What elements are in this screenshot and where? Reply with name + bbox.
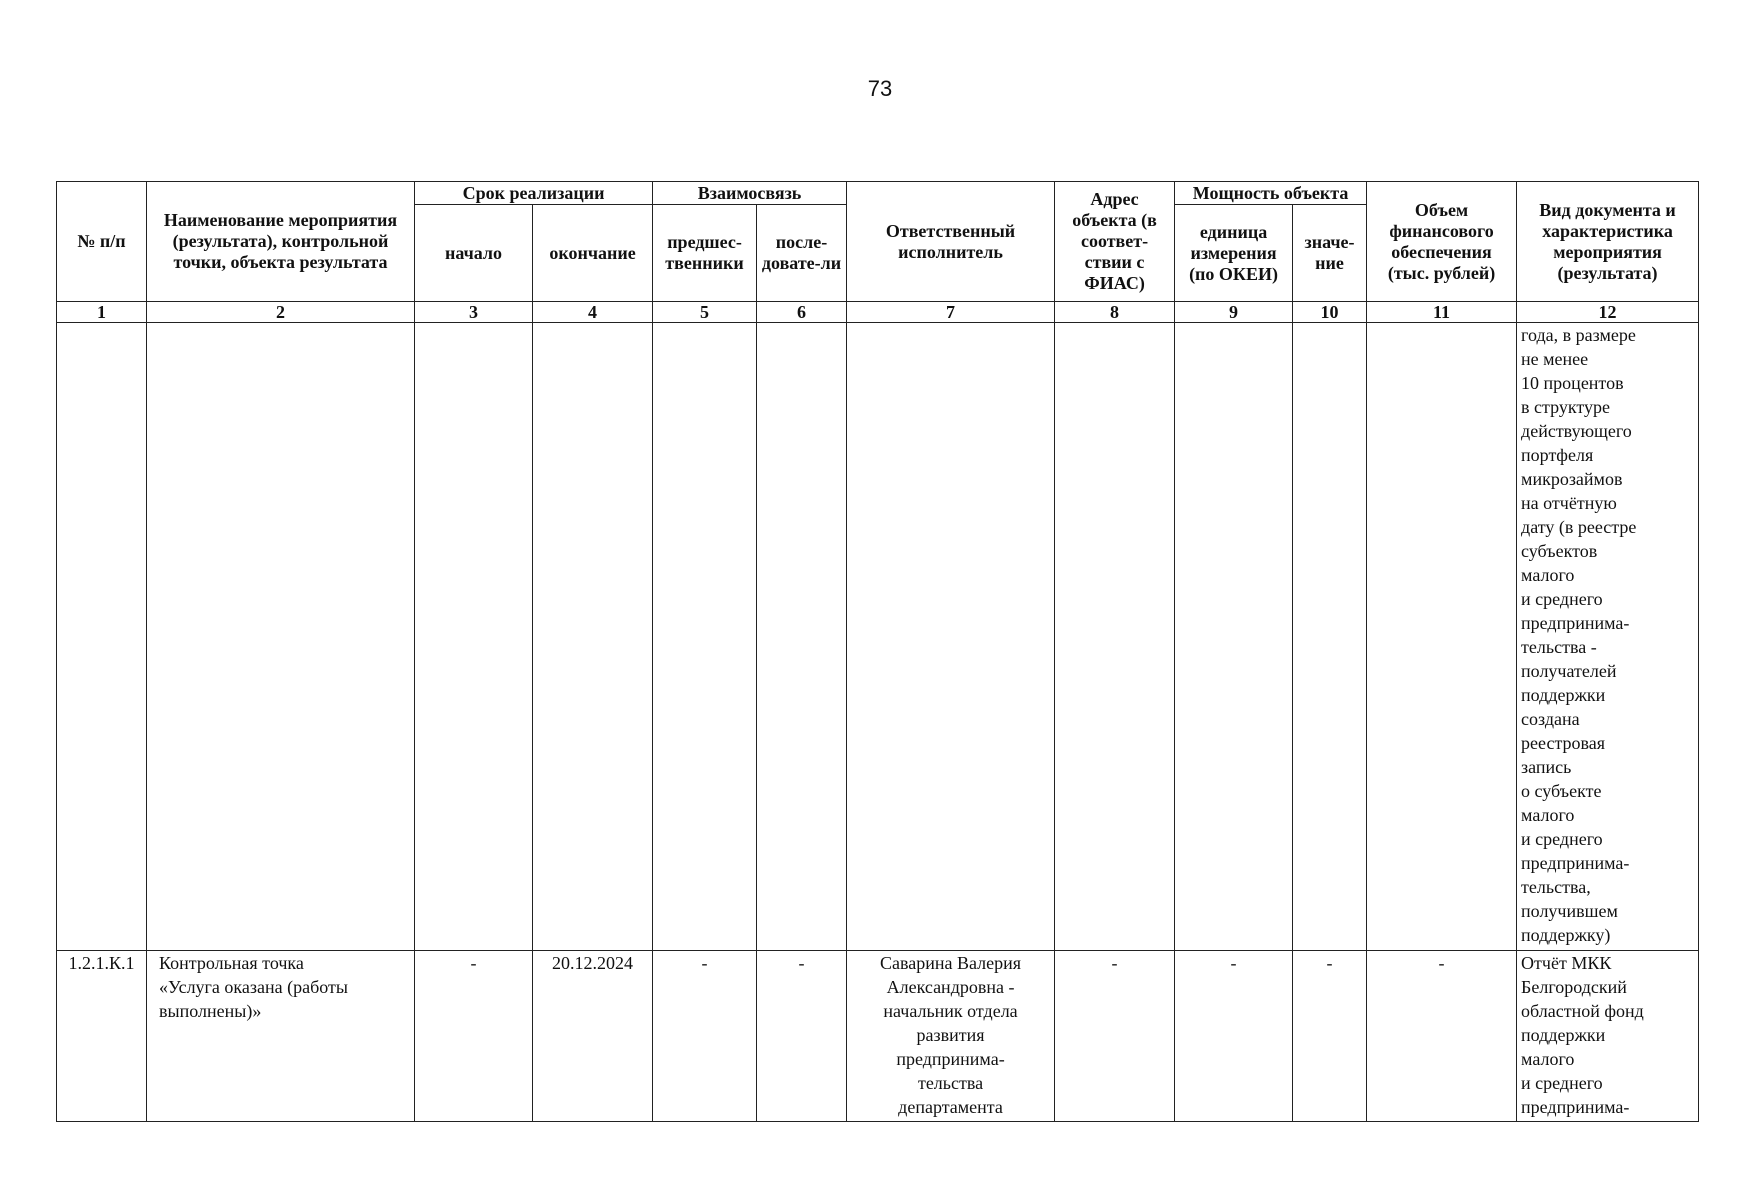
header-number: № п/п [57, 182, 147, 302]
continuation-line: создана [1521, 709, 1580, 729]
header-start: начало [415, 205, 533, 302]
continuation-line: портфеля [1521, 445, 1594, 465]
continuation-line: реестровая [1521, 733, 1606, 753]
row-finance: - [1367, 951, 1517, 1122]
column-number: 12 [1517, 302, 1699, 323]
header-successors: после-довате-ли [757, 205, 847, 302]
column-number: 2 [147, 302, 415, 323]
continuation-line: действующего [1521, 421, 1632, 441]
continuation-line: дату (в реестре [1521, 517, 1637, 537]
continuation-line: получателей [1521, 661, 1617, 681]
column-number: 4 [533, 302, 653, 323]
column-number: 7 [847, 302, 1055, 323]
continuation-line: субъектов [1521, 541, 1598, 561]
column-number: 10 [1293, 302, 1367, 323]
continuation-line: года, в размере [1521, 325, 1636, 345]
header-link: Взаимосвязь [653, 182, 847, 205]
continuation-line: предпринима- [1521, 613, 1630, 633]
row-end: 20.12.2024 [533, 951, 653, 1122]
continuation-line: в структуре [1521, 397, 1611, 417]
header-end: окончание [533, 205, 653, 302]
continuation-line: на отчётную [1521, 493, 1617, 513]
header-document: Вид документа и характеристика мероприятия (результата) [1517, 182, 1699, 302]
continuation-line: тельства, [1521, 877, 1591, 897]
continuation-line: малого [1521, 565, 1575, 585]
continuation-line: поддержку) [1521, 925, 1611, 945]
continuation-line: предпринима- [1521, 853, 1630, 873]
column-number: 9 [1175, 302, 1293, 323]
continuation-row [57, 323, 1699, 951]
continuation-line: получившем [1521, 901, 1618, 921]
row-document: Отчёт МКК Белгородский областной фонд поддержки малого и среднего предпринима- [1517, 951, 1699, 1122]
plan-table [56, 181, 1699, 1122]
continuation-line: 10 процентов [1521, 373, 1624, 393]
continuation-line: и среднего [1521, 589, 1603, 609]
continuation-line: запись [1521, 757, 1572, 777]
header-period: Срок реализации [415, 182, 653, 205]
row-successors: - [757, 951, 847, 1122]
table-row [57, 951, 1699, 1122]
row-name: Контрольная точка «Услуга оказана (работы выполнены)» [147, 951, 415, 1122]
row-start: - [415, 951, 533, 1122]
continuation-line: и среднего [1521, 829, 1603, 849]
column-number: 3 [415, 302, 533, 323]
column-number: 11 [1367, 302, 1517, 323]
column-number: 6 [757, 302, 847, 323]
column-number: 1 [57, 302, 147, 323]
continuation-line: тельства - [1521, 637, 1597, 657]
row-address: - [1055, 951, 1175, 1122]
row-value: - [1293, 951, 1367, 1122]
header-address: Адрес объекта (в соответ-ствии с ФИАС) [1055, 182, 1175, 302]
header-unit: единица измерения (по ОКЕИ) [1175, 205, 1293, 302]
continuation-line: поддержки [1521, 685, 1606, 705]
row-number: 1.2.1.К.1 [57, 951, 147, 1122]
column-number: 5 [653, 302, 757, 323]
header-responsible: Ответственный исполнитель [847, 182, 1055, 302]
continuation-line: малого [1521, 805, 1575, 825]
header-finance: Объем финансового обеспечения (тыс. рублей) [1367, 182, 1517, 302]
continuation-line: не менее [1521, 349, 1589, 369]
header-capacity: Мощность объекта [1175, 182, 1367, 205]
row-unit: - [1175, 951, 1293, 1122]
header-value: значе-ние [1293, 205, 1367, 302]
row-responsible: Саварина Валерия Александровна - начальник отдела развития предпринима- тельства департамента [847, 951, 1055, 1122]
continuation-text [1517, 323, 1699, 951]
continuation-line: микрозаймов [1521, 469, 1623, 489]
page-number: 73 [867, 76, 893, 101]
header-predecessors: предшес-твенники [653, 205, 757, 302]
header-name: Наименование мероприятия (результата), контрольной точки, объекта результата [147, 182, 415, 302]
continuation-line: о субъекте [1521, 781, 1602, 801]
column-number: 8 [1055, 302, 1175, 323]
row-predecessors: - [653, 951, 757, 1122]
